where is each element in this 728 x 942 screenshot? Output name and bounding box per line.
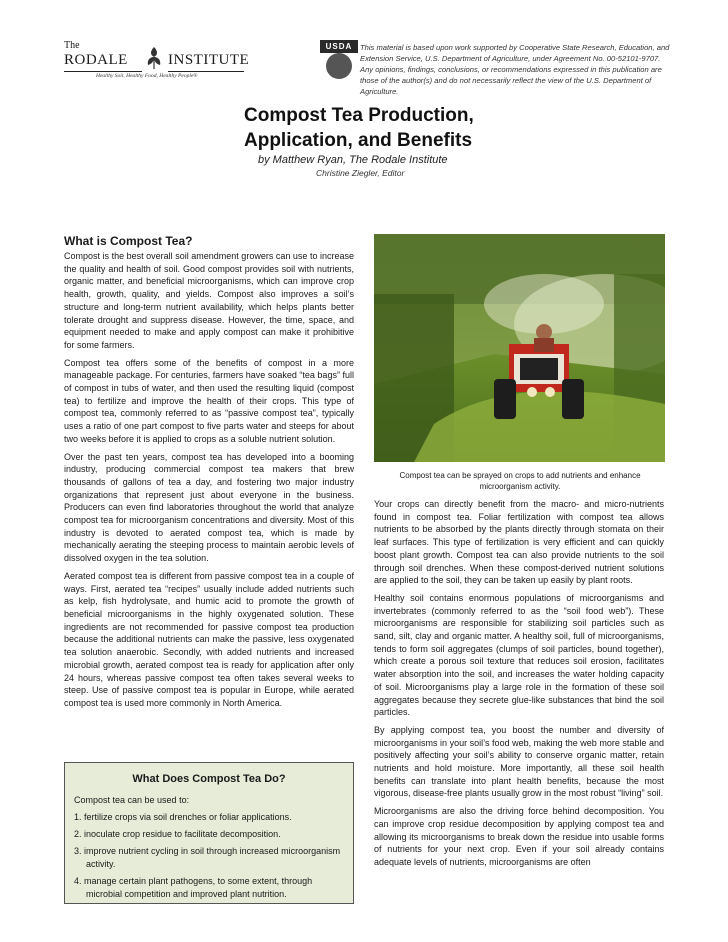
byline: by Matthew Ryan, The Rodale Institute xyxy=(258,154,448,166)
tractor-spraying-image xyxy=(374,234,665,462)
usda-label: USDA xyxy=(320,40,358,53)
tractor-photo xyxy=(374,234,665,462)
sidebar-title: What Does Compost Tea Do? xyxy=(132,773,286,785)
title-line-1: Compost Tea Production, xyxy=(244,105,474,126)
page-title xyxy=(244,103,604,153)
list-item: 1. fertilize crops via soil drenches or foliar applications. xyxy=(74,812,292,822)
paragraph: Microorganisms are also the driving force behind decomposition. You can improve crop residue decomposition by applying compost tea and allowing its microorganisms to break down the residue into usable forms of nutrients for your next crop. Even if your soil already contains adequate levels of nutrients, microorganisms are often xyxy=(374,806,664,867)
sidebar-intro: Compost tea can be used to: xyxy=(74,795,190,805)
paragraph: Aerated compost tea is different from passive compost tea in a couple of ways. First, aerated tea “recipes” usually include added nutrients such as kelp, fish hydrolysate, and humic acid to promote the growth of beneficial microorganisms in the highly oxygenated solution. These ingredients are not recommended for passive compost tea production because the additional nutrients can make the passive, less oxygenated tea solution anaerobic. Secondly, with added nutrients and increased microbial growth, aerated compost tea is ready for application after only 24 hours, whereas passive compost tea often takes several weeks to steep. Use of passive compost tea is popular in Europe, while aerated compost tea is used more commonly in North America. xyxy=(64,570,354,708)
usda-seal xyxy=(320,40,358,80)
paragraph: Compost is the best overall soil amendment growers can use to increase the quality and health of soil. Good compost provides soil with nutrients, organic matter, and beneficial microorganisms, which can improve crop health, growth, quality, and yields. Compost also improves a soil’s structure and long-term nutrient availability, which helps plants better tolerate drought and suppress disease. However, the time, space, and equipment needed to make and apply compost can make it prohibitive for some farmers. xyxy=(64,251,354,350)
logo-rodale: RODALE xyxy=(64,52,128,68)
paragraph: Over the past ten years, compost tea has developed into a booming industry, producing commercial compost tea makers that brew thousands of gallons of tea a day, and fostering two major industry organizations that represent just about everyone in the business. Producers can even find laboratories throughout the world that analyze compost tea for microorganism concentrations and diversity. Most of this industry is devoted to aerated compost tea, which is made by mechanically aerating the steeping process to maintain aerobic levels of dissolved oxygen in the tea solution. xyxy=(64,451,354,564)
title-line-2: Application, and Benefits xyxy=(244,130,473,151)
paragraph: Healthy soil contains enormous populations of microorganisms and invertebrates (commonly referred to as the “soil food web”). These microorganisms are responsible for stabilizing soil particles such as sand, silt, clay and organic matter. A healthy soil, full of microorganisms, tends to form soil aggregates (clumps of soil particles, bound together), which create a porous soil texture that reduces soil erosion, facilitates water absorption into the soil, and increases the water holding capacity of soil. Microorganisms play a large role in the formation of these soil aggregates because they secrete glue-like substances that bind the soil particles. xyxy=(374,592,664,718)
logo-rule-right xyxy=(168,71,244,72)
right-column xyxy=(374,498,664,874)
usda-disclaimer: This material is based upon work supported by Cooperative State Research, Education, and Extension Service, U.S. Department of Agriculture, under Agreement No. 00-52101-9707. Any opinions, findings, conclusions, or recommendations expressed in this publication are those of the author(s) and do not necessarily reflect the view of the U.S. Department of Agriculture. xyxy=(360,43,670,96)
photo-caption: Compost tea can be sprayed on crops to add nutrients and enhance microorganism activity. xyxy=(399,471,641,491)
logo-tagline: Healthy Soil, Healthy Food, Healthy People® xyxy=(96,73,198,79)
list-item: 2. inoculate crop residue to facilitate decomposition. xyxy=(74,829,281,839)
editor-credit: Christine Ziegler, Editor xyxy=(316,168,405,178)
list-item: 4. manage certain plant pathogens, to some extent, through microbial competition and improved plant nutrition. xyxy=(74,876,313,899)
paragraph: By applying compost tea, you boost the number and diversity of microorganisms in your soil’s food web, making the web more stable and positively affecting your soil’s ability to conserve organic matter, retain nutrients and hold moisture. More importantly, all these soil health benefits can translate into plant health benefits, because the most vigorous, disease-free plants usually grow in the most robust “living” soil. xyxy=(374,724,664,799)
leaf-emblem-icon xyxy=(144,45,164,69)
sare-seal-icon xyxy=(326,53,352,79)
sidebar-box xyxy=(64,762,354,904)
left-column xyxy=(64,250,354,715)
section-heading: What is Compost Tea? xyxy=(64,234,193,248)
paragraph: Your crops can directly benefit from the macro- and micro-nutrients found in compost tea. Foliar fertilization with compost tea allows nutrients to be absorbed by the plants directly through stomata on their leaf surfaces. This type of fertilization is very efficient and can quickly boost plant growth. Compost tea can also provide nutrients to the soil through soil drenches. When these compost-derived nutrient solutions are applied to the soil, they can be taken up easily by plant roots. xyxy=(374,499,664,586)
logo-institute: INSTITUTE xyxy=(168,52,250,68)
logo-rule-left xyxy=(64,71,142,72)
sidebar-list xyxy=(74,811,349,905)
paragraph: Compost tea offers some of the benefits of compost in a more manageable package. For centuries, farmers have soaked “tea bags” full of compost in tubs of water, and then used the resulting liquid (compost tea) to fertilize and improve the health of their crops. This type of compost tea, commonly referred to as “passive compost tea”, typically uses a ratio of one part compost to five parts water and steeps for about two weeks before it is applied to crops as a soluble nutrient solution. xyxy=(64,357,354,444)
rodale-institute-logo xyxy=(64,40,250,90)
logo-the: The xyxy=(64,40,80,51)
list-item: 3. improve nutrient cycling in soil through increased microorganism activity. xyxy=(74,846,341,869)
